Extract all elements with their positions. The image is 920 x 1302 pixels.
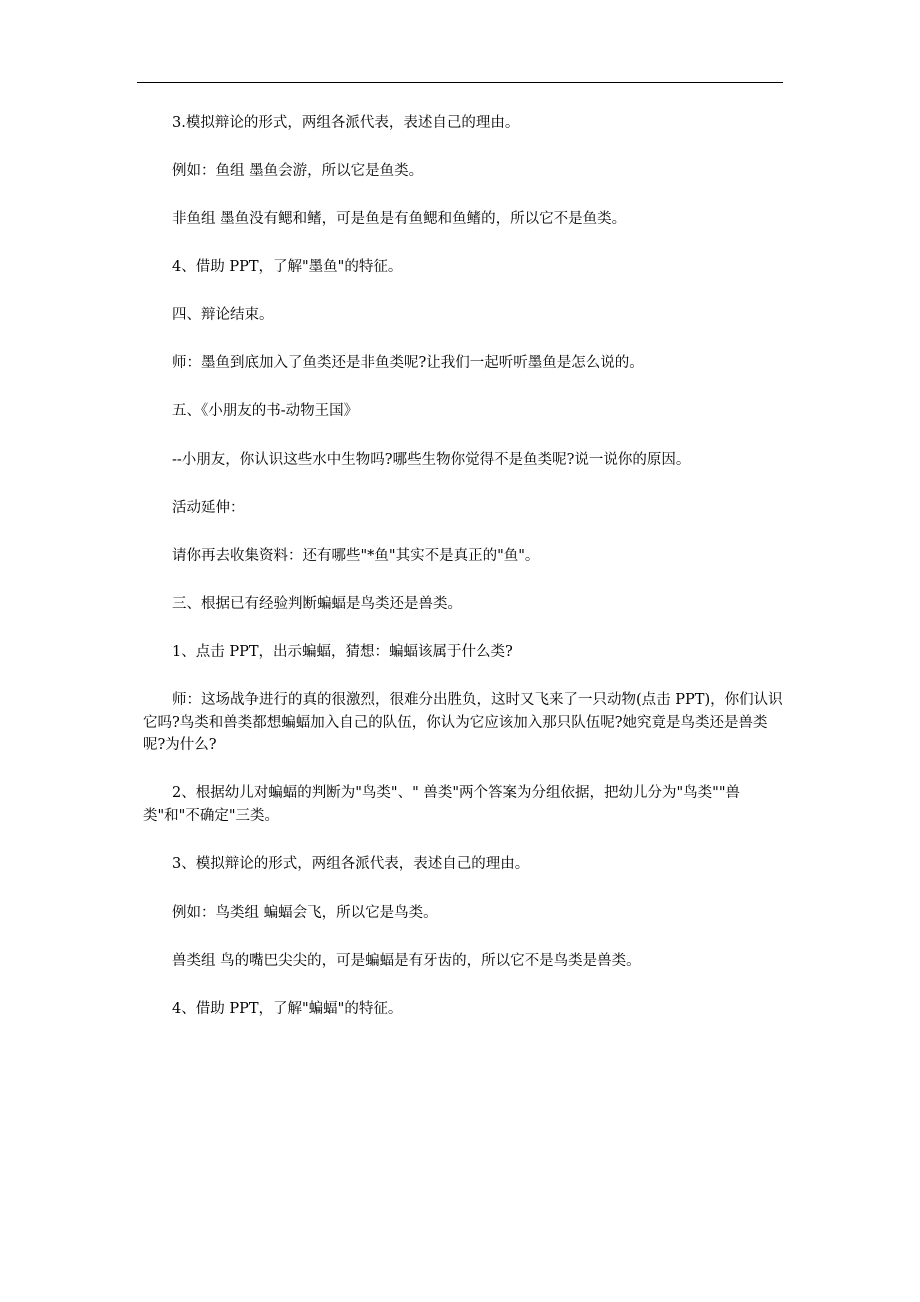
paragraph-debate-end: 四、辩论结束。 <box>172 307 274 323</box>
paragraph-ppt-bat: 4、借助 PPT，了解"蝙蝠"的特征。 <box>172 1001 403 1017</box>
paragraph-teacher-cuttlefish: 师：墨鱼到底加入了鱼类还是非鱼类呢?让我们一起听听墨鱼是怎么说的。 <box>172 355 644 371</box>
paragraph-example-bird-group: 例如：鸟类组 蝙蝠会飞，所以它是鸟类。 <box>172 905 438 921</box>
paragraph-water-creatures: --小朋友，你认识这些水中生物吗?哪些生物你觉得不是鱼类呢?说一说你的原因。 <box>172 452 691 468</box>
paragraph-non-fish-group: 非鱼组 墨鱼没有鳃和鳍，可是鱼是有鱼鳃和鱼鳍的，所以它不是鱼类。 <box>172 211 627 227</box>
paragraph-kids-book: 五、《小朋友的书-动物王国》 <box>172 403 359 419</box>
header-rule <box>137 82 783 83</box>
paragraph-debate-format-fish: 3.模拟辩论的形式，两组各派代表，表述自己的理由。 <box>172 115 520 131</box>
paragraph-collect-materials: 请你再去收集资料：还有哪些"*鱼"其实不是真正的"鱼"。 <box>172 548 540 564</box>
paragraph-beast-group: 兽类组 鸟的嘴巴尖尖的，可是蝙蝠是有牙齿的，所以它不是鸟类是兽类。 <box>172 953 641 969</box>
paragraph-activity-extension: 活动延伸： <box>172 500 245 516</box>
paragraph-debate-format-bat: 3、模拟辩论的形式，两组各派代表，表述自己的理由。 <box>172 856 530 872</box>
paragraph-grouping-bat: 2、根据幼儿对蝙蝠的判断为"鸟类"、" 兽类"两个答案为分组依据，把幼儿分为"鸟类""兽类"和"不确定"三类。 <box>143 785 741 824</box>
paragraph-ppt-cuttlefish: 4、借助 PPT，了解"墨鱼"的特征。 <box>172 259 403 275</box>
paragraph-teacher-bat: 师：这场战争进行的真的很激烈，很难分出胜负，这时又飞来了一只动物(点击 PPT)，你们认识它吗?鸟类和兽类都想蝙蝠加入自己的队伍，你认为它应该加入那只队伍呢?她究竟是鸟类还是兽类呢?为什么? <box>143 692 783 753</box>
paragraph-bat-section: 三、根据已有经验判断蝙蝠是鸟类还是兽类。 <box>172 596 462 612</box>
paragraph-example-fish-group: 例如：鱼组 墨鱼会游，所以它是鱼类。 <box>172 163 424 179</box>
paragraph-click-ppt-bat: 1、点击 PPT，出示蝙蝠，猜想：蝙蝠该属于什么类? <box>172 644 513 660</box>
